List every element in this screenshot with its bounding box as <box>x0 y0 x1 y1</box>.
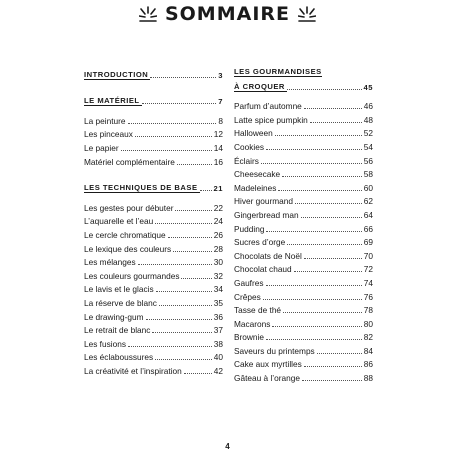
toc-entry[interactable] <box>84 294 223 308</box>
toc-page-number: 7 <box>218 97 223 107</box>
toc-entry[interactable] <box>84 308 223 322</box>
leader-dots <box>142 103 217 104</box>
toc-entry[interactable] <box>84 349 223 363</box>
toc-entry-label: Le cercle chromatique <box>84 229 166 240</box>
toc-entry-label: La réserve de blanc <box>84 297 157 308</box>
toc-page-number: 30 <box>213 257 223 268</box>
toc-entry-label: La peinture <box>84 115 126 126</box>
toc-entry-label: Le lavis et le glacis <box>84 284 154 295</box>
toc-page-number: 46 <box>363 101 373 112</box>
toc-page-number: 36 <box>213 311 223 322</box>
toc-page-number: 16 <box>213 156 223 167</box>
leader-dots <box>304 258 362 259</box>
leader-dots <box>156 291 212 292</box>
toc-page-number: 88 <box>363 373 373 384</box>
toc-entry[interactable] <box>234 125 373 139</box>
toc-entry[interactable] <box>84 199 223 213</box>
toc-entry[interactable] <box>234 342 373 356</box>
leader-dots <box>173 251 212 252</box>
toc-entry-label: Les gestes pour débuter <box>84 202 174 213</box>
toc-page-number: 80 <box>363 318 373 329</box>
toc-entry-label: Le lexique des couleurs <box>84 243 172 254</box>
leader-dots <box>175 210 211 211</box>
toc-entry-label: Cheesecake <box>234 169 281 180</box>
leader-dots <box>266 149 362 150</box>
toc-page-number: 21 <box>213 184 223 194</box>
toc-entry[interactable] <box>84 281 223 295</box>
toc-entry[interactable] <box>84 153 223 167</box>
toc-entry-label: Pudding <box>234 223 265 234</box>
toc-page-number: 54 <box>363 141 373 152</box>
burst-left-icon <box>139 6 157 22</box>
toc-page-number: 3 <box>218 70 223 80</box>
leader-dots <box>146 319 212 320</box>
toc-entry[interactable] <box>84 322 223 336</box>
burst-right-icon <box>298 6 316 22</box>
toc-page-number: 78 <box>363 305 373 316</box>
toc-entry-label: La créativité et l’inspiration <box>84 365 182 376</box>
leader-dots <box>301 217 362 218</box>
toc-page-number: 74 <box>363 277 373 288</box>
toc-section-introduction[interactable] <box>84 66 223 80</box>
toc-entry-label: Gingerbread man <box>234 209 299 220</box>
toc-page-number: 28 <box>213 243 223 254</box>
toc-page-number: 14 <box>213 142 223 153</box>
leader-dots <box>287 89 362 90</box>
toc-entry-label: Parfum d’automne <box>234 101 302 112</box>
page-number: 4 <box>225 442 230 451</box>
toc-page-number: 45 <box>363 82 373 92</box>
toc-entry-label: Les couleurs gourmandes <box>84 270 180 281</box>
toc-entry[interactable] <box>234 220 373 234</box>
toc-entry-label: L’aquarelle et l’eau <box>84 216 154 227</box>
toc-section-materiel[interactable] <box>84 93 223 107</box>
leader-dots <box>266 339 362 340</box>
toc-entry-label: Matériel complémentaire <box>84 156 175 167</box>
leader-dots <box>283 312 362 313</box>
toc-page-number: 76 <box>363 291 373 302</box>
toc-page-number: 56 <box>363 155 373 166</box>
toc-entry[interactable] <box>84 226 223 240</box>
toc-entry[interactable] <box>234 193 373 207</box>
toc-entry[interactable] <box>84 362 223 376</box>
toc-section-label: LE MATÉRIEL <box>84 96 140 106</box>
toc-section-label: À CROQUER <box>234 81 285 91</box>
leader-dots <box>168 237 212 238</box>
toc-entry[interactable] <box>234 302 373 316</box>
toc-entry[interactable] <box>234 98 373 112</box>
leader-dots <box>184 373 212 374</box>
leader-dots <box>317 353 362 354</box>
toc-page-number: 42 <box>213 365 223 376</box>
toc-left-column <box>84 66 223 376</box>
leader-dots <box>200 190 212 191</box>
leader-dots <box>294 271 362 272</box>
toc-page-number: 48 <box>363 114 373 125</box>
toc-page-number: 69 <box>363 237 373 248</box>
toc-entry-label: Brownie <box>234 332 264 343</box>
toc-entry-label: Sucres d’orge <box>234 237 286 248</box>
toc-entry[interactable] <box>84 254 223 268</box>
leader-dots <box>128 123 217 124</box>
leader-dots <box>304 108 362 109</box>
toc-entry[interactable] <box>84 240 223 254</box>
toc-page-number: 34 <box>213 284 223 295</box>
toc-page-number: 8 <box>218 115 223 126</box>
toc-entry-label: Les éclaboussures <box>84 352 154 363</box>
toc-entry-label: Gaufres <box>234 277 264 288</box>
toc-page-number: 62 <box>363 196 373 207</box>
toc-entry-label: Les mélanges <box>84 257 136 268</box>
leader-dots <box>275 135 362 136</box>
toc-entry[interactable] <box>234 329 373 343</box>
leader-dots <box>128 346 212 347</box>
toc-page-number: 64 <box>363 209 373 220</box>
toc-section-gourmandises-line1[interactable]: LES GOURMANDISES <box>234 67 322 76</box>
toc-entry-label: Latte spice pumpkin <box>234 114 308 125</box>
toc-page-number: 60 <box>363 182 373 193</box>
toc-page-number: 40 <box>213 352 223 363</box>
toc-page-number: 37 <box>213 325 223 336</box>
leader-dots <box>138 264 212 265</box>
toc-entry[interactable] <box>234 261 373 275</box>
toc-entry[interactable] <box>234 152 373 166</box>
toc-entry-label: Halloween <box>234 128 273 139</box>
toc-entry-label: Hiver gourmand <box>234 196 294 207</box>
toc-entry[interactable] <box>84 213 223 227</box>
toc-entry[interactable] <box>234 288 373 302</box>
toc-section-gourmandises[interactable] <box>234 78 373 92</box>
toc-entry-label: Crêpes <box>234 291 261 302</box>
toc-entry-label: Le drawing-gum <box>84 311 144 322</box>
leader-dots <box>272 326 361 327</box>
toc-entry[interactable] <box>234 356 373 370</box>
leader-dots <box>155 223 212 224</box>
toc-entry[interactable] <box>234 111 373 125</box>
toc-entry[interactable] <box>234 166 373 180</box>
toc-page-number: 86 <box>363 359 373 370</box>
toc-page-number: 52 <box>363 128 373 139</box>
toc-entry[interactable] <box>84 126 223 140</box>
toc-techniques-list <box>84 199 223 376</box>
leader-dots <box>150 77 216 78</box>
toc-entry[interactable] <box>84 112 223 126</box>
toc-entry[interactable] <box>234 315 373 329</box>
toc-entry[interactable] <box>234 206 373 220</box>
leader-dots <box>155 359 212 360</box>
toc-entry-label: Chocolats de Noël <box>234 250 302 261</box>
toc-entry-label: Chocolat chaud <box>234 264 292 275</box>
toc-entry[interactable] <box>234 369 373 383</box>
leader-dots <box>152 332 211 333</box>
toc-entry-label: Les pinceaux <box>84 129 133 140</box>
leader-dots <box>121 150 212 151</box>
toc-entry-label: Gâteau à l’orange <box>234 373 300 384</box>
toc-entry[interactable] <box>234 274 373 288</box>
leader-dots <box>278 190 361 191</box>
toc-entry-label: Cookies <box>234 141 264 152</box>
toc-entry-label: Éclairs <box>234 155 259 166</box>
leader-dots <box>310 122 362 123</box>
toc-section-label: INTRODUCTION <box>84 69 149 79</box>
toc-section-label: LES TECHNIQUES DE BASE <box>84 183 198 193</box>
leader-dots <box>287 244 362 245</box>
toc-entry[interactable] <box>84 335 223 349</box>
toc-entry[interactable] <box>234 247 373 261</box>
toc-entry-label: Cake aux myrtilles <box>234 359 302 370</box>
leader-dots <box>266 231 361 232</box>
toc-entry[interactable] <box>234 179 373 193</box>
toc-page-number: 12 <box>213 129 223 140</box>
leader-dots <box>266 285 362 286</box>
toc-entry-label: Les fusions <box>84 338 126 349</box>
toc-entry-label: Macarons <box>234 318 271 329</box>
toc-page-number: 32 <box>213 270 223 281</box>
toc-entry[interactable] <box>84 267 223 281</box>
toc-section-techniques[interactable] <box>84 180 223 194</box>
toc-entry[interactable] <box>234 234 373 248</box>
leader-dots <box>263 299 362 300</box>
toc-page-number: 35 <box>213 297 223 308</box>
toc-entry-label: Tasse de thé <box>234 305 282 316</box>
toc-gourmandises-list <box>234 98 373 383</box>
toc-page-number: 72 <box>363 264 373 275</box>
page-header <box>0 2 455 26</box>
toc-entry-label: Le papier <box>84 142 119 153</box>
toc-page-number: 70 <box>363 250 373 261</box>
toc-page-number: 22 <box>213 202 223 213</box>
toc-entry[interactable] <box>234 138 373 152</box>
page-title: SOMMAIRE <box>164 3 291 25</box>
toc-entry-label: Le retrait de blanc <box>84 325 151 336</box>
toc-entry[interactable] <box>84 139 223 153</box>
leader-dots <box>181 278 211 279</box>
leader-dots <box>295 203 362 204</box>
leader-dots <box>304 366 362 367</box>
toc-page-number: 24 <box>213 216 223 227</box>
toc-page-number: 82 <box>363 332 373 343</box>
toc-page-number: 38 <box>213 338 223 349</box>
toc-page-number: 66 <box>363 223 373 234</box>
leader-dots <box>302 380 362 381</box>
leader-dots <box>282 176 362 177</box>
leader-dots <box>177 164 212 165</box>
leader-dots <box>261 163 362 164</box>
toc-page-number: 84 <box>363 345 373 356</box>
toc-entry-label: Saveurs du printemps <box>234 345 315 356</box>
toc-page-number: 26 <box>213 229 223 240</box>
toc-right-column <box>234 66 373 383</box>
toc-materiel-list <box>84 112 223 166</box>
toc-page-number: 58 <box>363 169 373 180</box>
leader-dots <box>135 136 212 137</box>
toc-entry-label: Madeleines <box>234 182 277 193</box>
leader-dots <box>159 305 212 306</box>
